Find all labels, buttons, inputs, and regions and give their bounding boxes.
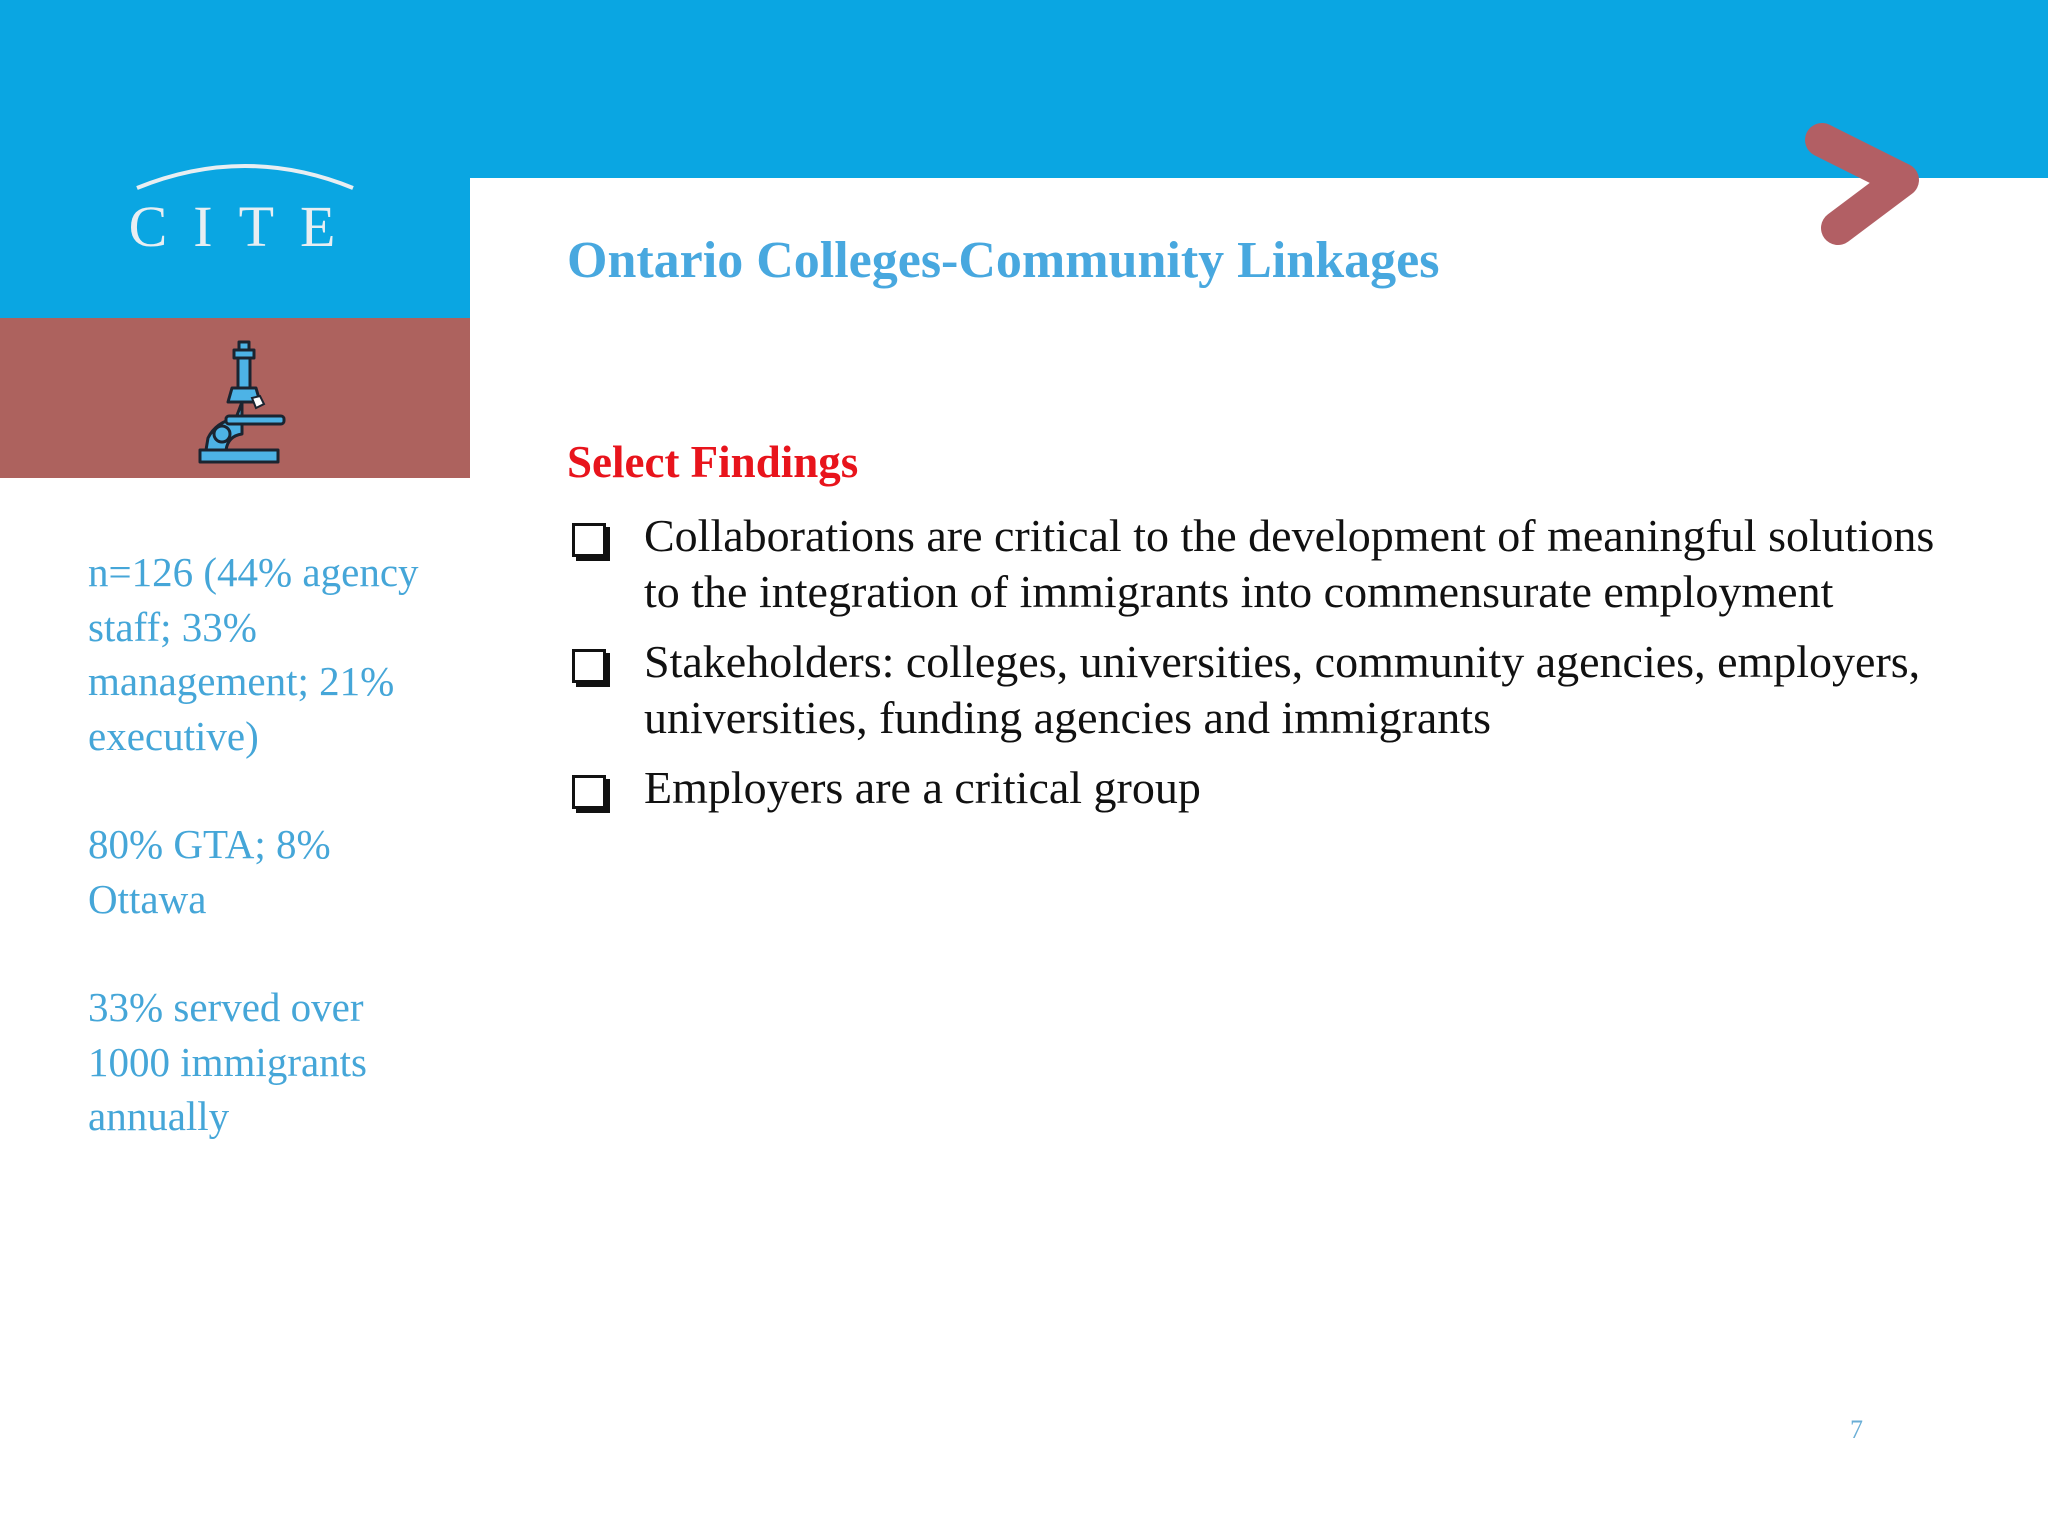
checkbox-bullet-icon (572, 649, 606, 683)
logo-text: CITE (128, 194, 362, 259)
microscope-icon (196, 338, 292, 468)
findings-list (567, 508, 1947, 830)
section-heading: Select Findings (567, 437, 859, 487)
checkbox-bullet-icon (572, 775, 606, 809)
finding-item (567, 760, 1947, 816)
cite-logo (95, 150, 395, 260)
slide-title: Ontario Colleges-Community Linkages (567, 232, 1440, 289)
region-note: 80% GTA; 8% Ottawa (88, 821, 331, 922)
checkbox-bullet-icon (572, 523, 606, 557)
service-note: 33% served over 1000 immigrants annually (88, 984, 368, 1139)
finding-text: Collaborations are critical to the development of meaningful solutions to the integration of immigrants into commensurate employment (644, 510, 1935, 617)
finding-item (567, 634, 1947, 746)
sidebar-notes (88, 545, 448, 1198)
page-number: 7 (1850, 1415, 1863, 1444)
finding-item (567, 508, 1947, 620)
finding-text: Employers are a critical group (644, 762, 1201, 813)
sample-note: n=126 (44% agency staff; 33% management; 21% executive) (88, 549, 419, 759)
finding-text: Stakeholders: colleges, universities, community agencies, employers, universities, funding agencies and immigrants (644, 636, 1921, 743)
chevron-right-icon (1800, 118, 1930, 248)
